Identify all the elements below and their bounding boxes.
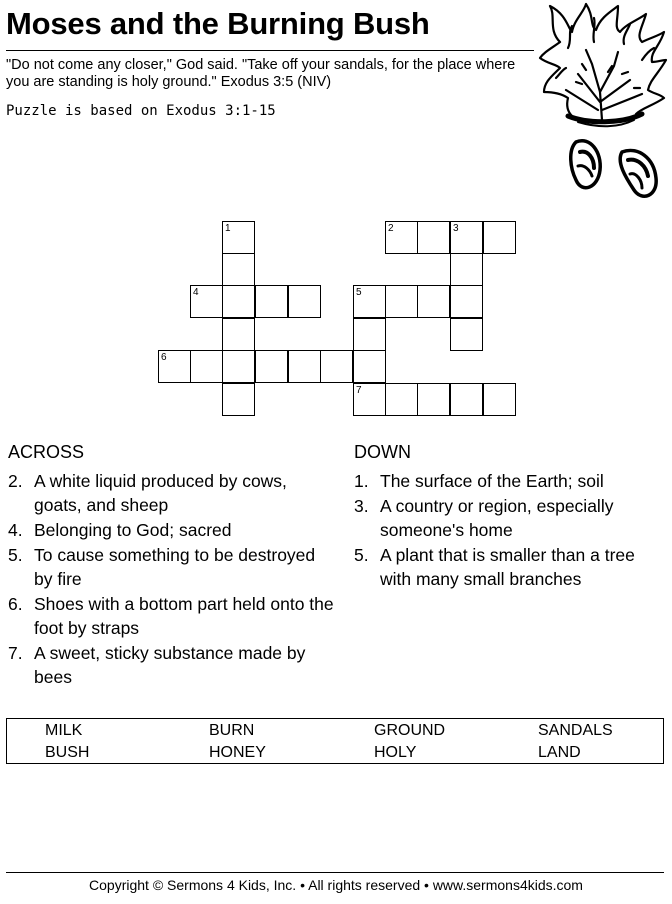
clue-num: 4. [8, 520, 23, 540]
clue-number: 5 [356, 287, 362, 298]
crossword-cell[interactable] [450, 383, 483, 416]
clue-number: 2 [388, 223, 394, 234]
crossword-cell[interactable] [158, 350, 191, 383]
clue-text: A sweet, sticky substance made by bees [34, 643, 306, 687]
crossword-grid [0, 0, 672, 430]
across-clue [8, 469, 338, 517]
clue-num: 6. [8, 594, 23, 614]
crossword-cell[interactable] [385, 285, 418, 318]
clue-num: 5. [8, 545, 23, 565]
word-bank [6, 718, 664, 764]
crossword-cell[interactable] [385, 221, 418, 254]
crossword-cell[interactable] [222, 350, 255, 383]
clue-number: 6 [161, 352, 167, 363]
across-clue [8, 518, 338, 542]
word-bank-item: LAND [538, 744, 581, 761]
crossword-cell[interactable] [450, 318, 483, 351]
word-bank-item: HONEY [209, 744, 266, 761]
crossword-cell[interactable] [222, 221, 255, 254]
crossword-cell[interactable] [288, 285, 321, 318]
crossword-cell[interactable] [353, 350, 386, 383]
crossword-cell[interactable] [483, 383, 516, 416]
word-bank-item: BURN [209, 722, 255, 739]
word-bank-item: GROUND [374, 722, 446, 739]
clue-number: 7 [356, 385, 362, 396]
word-bank-item: MILK [45, 722, 83, 739]
clue-text: Shoes with a bottom part held onto the foot by straps [34, 594, 334, 638]
crossword-cell[interactable] [450, 285, 483, 318]
clue-number: 1 [225, 223, 231, 234]
page-title: Moses and the Burning Bush [6, 6, 430, 41]
clue-text: A plant that is smaller than a tree with many small branches [380, 545, 635, 589]
clue-num: 3. [354, 496, 369, 516]
clue-num: 1. [354, 471, 369, 491]
scripture-quote: "Do not come any closer," God said. "Take off your sandals, for the place where you are standing is holy ground." Exodus 3:5 (NIV) [6, 57, 516, 90]
clue-number: 4 [193, 287, 199, 298]
puzzle-subtitle: Puzzle is based on Exodus 3:1-15 [6, 103, 276, 119]
clue-text: A country or region, especially someone's home [380, 496, 614, 540]
crossword-cell[interactable] [288, 350, 321, 383]
crossword-cell[interactable] [320, 350, 353, 383]
down-heading: DOWN [354, 442, 411, 462]
clue-number: 3 [453, 223, 459, 234]
word-bank-item: SANDALS [538, 722, 613, 739]
crossword-cell[interactable] [417, 285, 450, 318]
crossword-cell[interactable] [222, 253, 255, 286]
crossword-cell[interactable] [190, 350, 223, 383]
word-bank-item: HOLY [374, 744, 417, 761]
crossword-cell[interactable] [222, 383, 255, 416]
crossword-cell[interactable] [483, 221, 516, 254]
crossword-cell[interactable] [450, 221, 483, 254]
crossword-cell[interactable] [385, 383, 418, 416]
across-clue-list [8, 469, 338, 690]
word-bank-item: BUSH [45, 744, 90, 761]
down-clue-list [354, 469, 654, 592]
across-clue [8, 592, 338, 640]
clue-num: 2. [8, 471, 23, 491]
clue-num: 7. [8, 643, 23, 663]
across-heading: ACROSS [8, 442, 85, 462]
footer-divider [6, 872, 664, 873]
crossword-cell[interactable] [255, 285, 288, 318]
clue-text: A white liquid produced by cows, goats, and sheep [34, 471, 287, 515]
crossword-cell[interactable] [353, 383, 386, 416]
across-clue [8, 641, 338, 689]
copyright-footer: Copyright © Sermons 4 Kids, Inc. • All rights reserved • www.sermons4kids.com [89, 877, 583, 893]
clue-text: To cause something to be destroyed by fire [34, 545, 316, 589]
down-clue [354, 543, 654, 591]
down-clue [354, 469, 654, 493]
crossword-cell[interactable] [417, 221, 450, 254]
across-clue [8, 543, 338, 591]
clue-text: Belonging to God; sacred [34, 520, 232, 540]
crossword-cell[interactable] [222, 285, 255, 318]
clue-num: 5. [354, 545, 369, 565]
crossword-cell[interactable] [190, 285, 223, 318]
down-clue [354, 494, 654, 542]
crossword-cell[interactable] [222, 318, 255, 351]
crossword-cell[interactable] [353, 318, 386, 351]
clue-text: The surface of the Earth; soil [380, 471, 604, 491]
crossword-cell[interactable] [450, 253, 483, 286]
crossword-cell[interactable] [417, 383, 450, 416]
crossword-cell[interactable] [255, 350, 288, 383]
crossword-cell[interactable] [353, 285, 386, 318]
